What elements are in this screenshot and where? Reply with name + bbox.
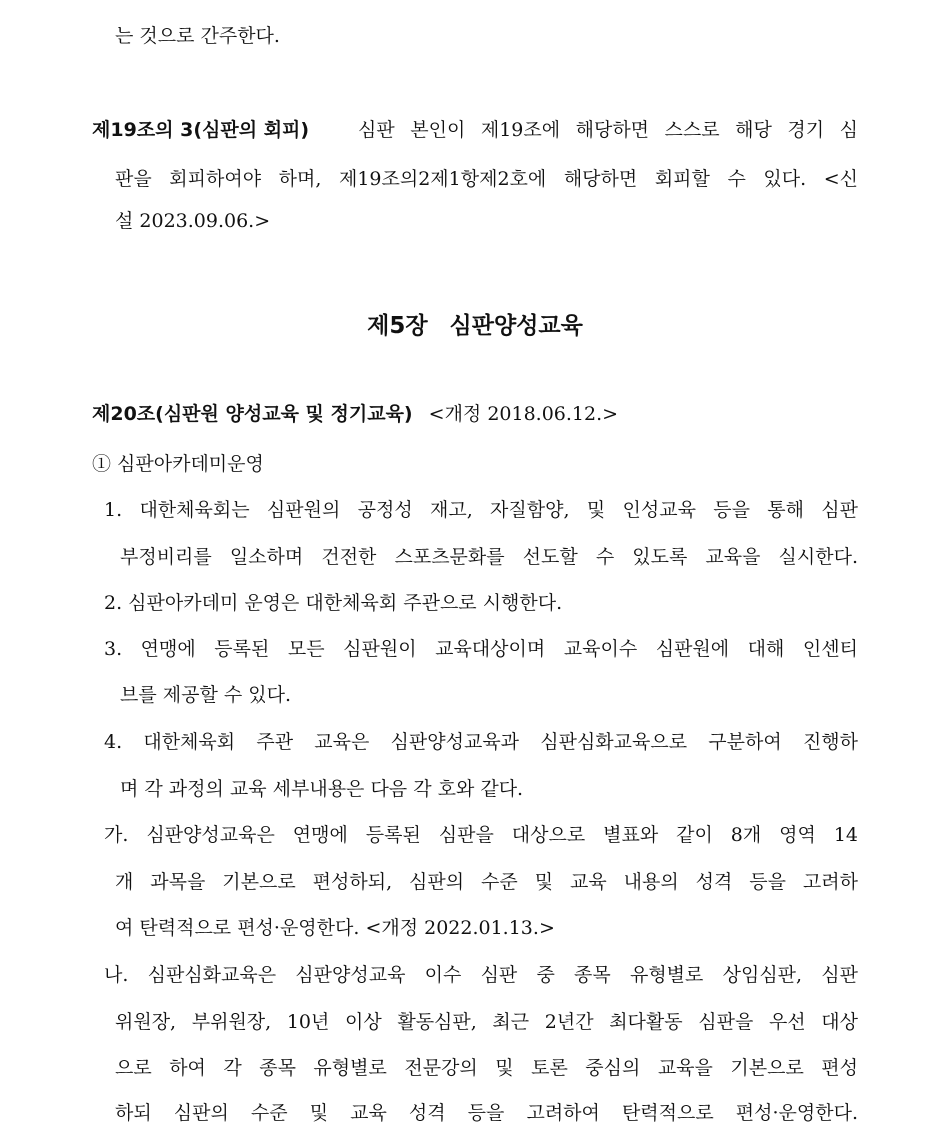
subitem-ga-line-3: 여 탄력적으로 편성·운영한다. <개정 2022.01.13.>	[115, 917, 555, 939]
article-20-heading-line	[92, 405, 618, 424]
article-19-3-line-1	[92, 121, 858, 140]
subitem-na-line-4: 하되 심판의 수준 및 교육 성격 등을 고려하여 탄력적으로 편성·운영한다.	[115, 1102, 858, 1124]
article-text: 심판 본인이 제19조에 해당하면 스스로 해당 경기 심	[358, 119, 858, 141]
article-19-3-line-2: 판을 회피하여야 하며, 제19조의2제1항제2호에 해당하면 회피할 수 있다. <신	[115, 168, 858, 190]
subitem-ga-line-2: 개 과목을 기본으로 편성하되, 심판의 수준 및 교육 내용의 성격 등을 고려하	[115, 871, 858, 893]
amendment-note: <개정 2018.06.12.>	[428, 403, 619, 425]
article-19-3-line-3: 설 2023.09.06.>	[115, 210, 271, 232]
chapter-title: 제5장 심판양성교육	[367, 313, 583, 339]
subitem-na-line-1: 나. 심판심화교육은 심판양성교육 이수 심판 중 종목 유형별로 상임심판, 심판	[104, 964, 858, 986]
subitem-na-line-2: 위원장, 부위원장, 10년 이상 활동심판, 최근 2년간 최다활동 심판을 우선 대상	[115, 1011, 858, 1033]
article-heading: 제20조(심판원 양성교육 및 정기교육)	[92, 403, 413, 425]
item-2: 2. 심판아카데미 운영은 대한체육회 주관으로 시행한다.	[104, 592, 563, 614]
item-3-line-2: 브를 제공할 수 있다.	[120, 684, 291, 706]
item-1-line-2: 부정비리를 일소하며 건전한 스포츠문화를 선도할 수 있도록 교육을 실시한다.	[120, 546, 858, 568]
item-4-line-2: 며 각 과정의 교육 세부내용은 다음 각 호와 같다.	[120, 778, 524, 800]
item-3-line-1: 3. 연맹에 등록된 모든 심판원이 교육대상이며 교육이수 심판원에 대해 인센티	[104, 638, 858, 660]
article-heading: 제19조의 3(심판의 회피)	[92, 119, 310, 141]
item-4-line-1: 4. 대한체육회 주관 교육은 심판양성교육과 심판심화교육으로 구분하여 진행하	[104, 731, 858, 753]
text-line: 는 것으로 간주한다.	[115, 25, 280, 47]
subitem-na-line-3: 으로 하여 각 종목 유형별로 전문강의 및 토론 중심의 교육을 기본으로 편성	[115, 1057, 858, 1079]
item-1-line-1: 1. 대한체육회는 심판원의 공정성 재고, 자질함양, 및 인성교육 등을 통해 심판	[104, 499, 858, 521]
subitem-ga-line-1: 가. 심판양성교육은 연맹에 등록된 심판을 대상으로 별표와 같이 8개 영역 14	[104, 824, 858, 846]
paragraph-1-title: ① 심판아카데미운영	[92, 453, 264, 475]
